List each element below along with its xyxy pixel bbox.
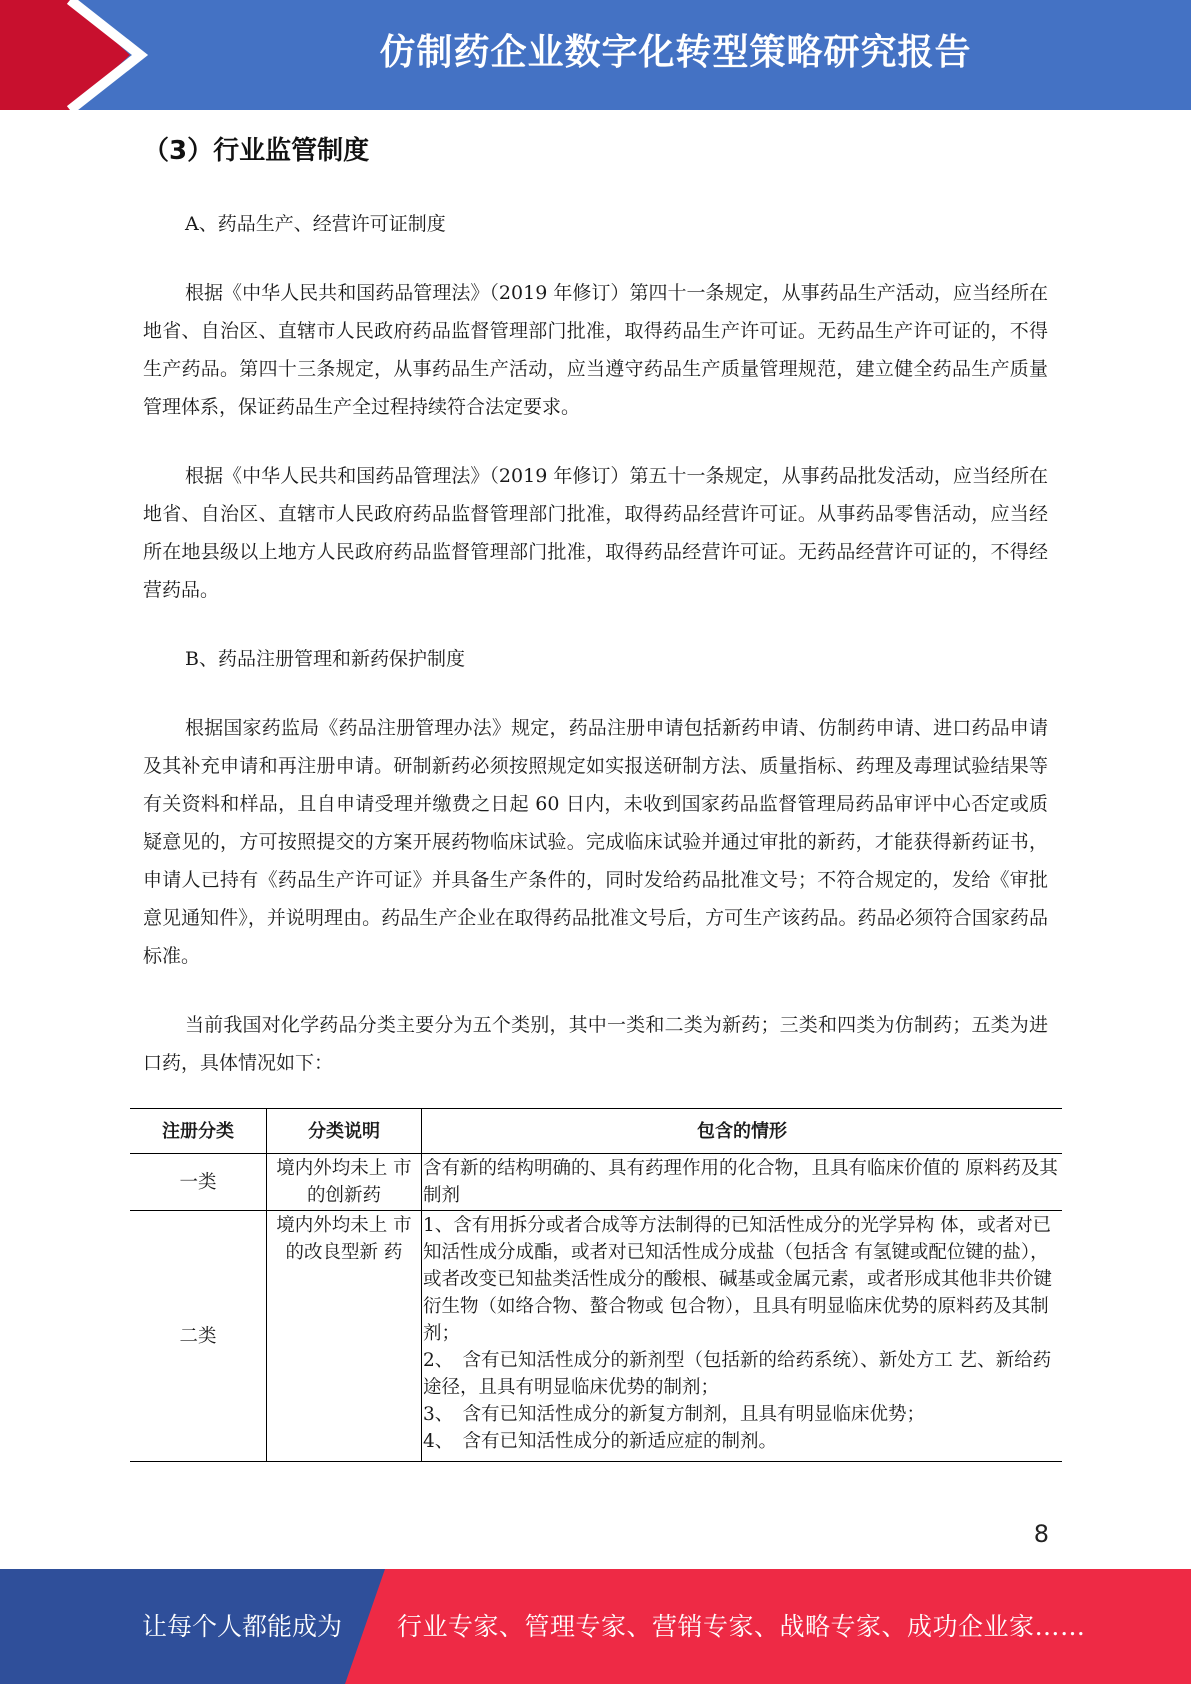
- situations-cell: [422, 1154, 1063, 1211]
- subheading-registration: B、药品注册管理和新药保护制度: [185, 648, 465, 670]
- paragraph-registration: 根据国家药监局《药品注册管理办法》规定，药品注册申请包括新药申请、仿制药申请、进口药品申请及其补充申请和再注册申请。研制新药必须按照规定如实报送研制方法、质量指标、药理及毒理试验结果等有关资料和样品，且自申请受理并缴费之日起 60 日内，未收到国家药品监督管理局药品审评中心否定或质疑意见的，方可按照提交的方案开展药物临床试验。完成临床试验并通过审批的新药，才能获得新药证书，申请人已持有《药品生产许可证》并具备生产条件的，同时发给药品批准文号；不符合规定的，发给《审批意见通知件》，并说明理由。药品生产企业在取得药品批准文号后，方可生产该药品。药品必须符合国家药品标准。: [143, 717, 1048, 967]
- table-row: [130, 1211, 1062, 1462]
- situation-line: 含有新的结构明确的、具有药理作用的化合物，且具有临床价值的 原料药及其制剂: [423, 1158, 1058, 1206]
- situations-cell: [422, 1211, 1063, 1462]
- situation-line: 2、 含有已知活性成分的新剂型（包括新的给药系统）、新处方工 艺、新给药途径，且具有明显临床优势的制剂；: [423, 1350, 1052, 1398]
- drug-classification-table: [130, 1108, 1062, 1462]
- situation-line: 4、 含有已知活性成分的新适应症的制剂。: [423, 1431, 778, 1452]
- section-title: （3）行业监管制度: [143, 136, 370, 166]
- description-cell: 境内外均未上 市的创新药: [267, 1154, 422, 1211]
- description-cell: 境内外均未上 市的改良型新 药: [267, 1211, 422, 1462]
- page-number: 8: [1033, 1520, 1049, 1548]
- header-bar: [0, 0, 1191, 110]
- paragraph-production-license: 根据《中华人民共和国药品管理法》（2019 年修订）第四十一条规定，从事药品生产活动，应当经所在地省、自治区、直辖市人民政府药品监督管理部门批准，取得药品生产许可证。无药品生产许可证的，不得生产药品。第四十三条规定，从事药品生产活动，应当遵守药品生产质量管理规范，建立健全药品生产质量管理体系，保证药品生产全过程持续符合法定要求。: [143, 282, 1048, 418]
- header-classification-description: 分类说明: [267, 1109, 422, 1154]
- report-title: 仿制药企业数字化转型策略研究报告: [379, 32, 972, 73]
- header-included-situations: 包含的情形: [422, 1109, 1063, 1154]
- footer-slogan-right: 行业专家、管理专家、营销专家、战略专家、成功企业家……: [397, 1612, 1086, 1641]
- category-cell: 一类: [130, 1154, 267, 1211]
- subheading-license: A、药品生产、经营许可证制度: [185, 213, 446, 235]
- situation-line: 3、 含有已知活性成分的新复方制剂，且具有明显临床优势；: [423, 1404, 926, 1425]
- footer-slogan-left: 让每个人都能成为: [142, 1612, 343, 1641]
- paragraph-business-license: 根据《中华人民共和国药品管理法》（2019 年修订）第五十一条规定，从事药品批发活动，应当经所在地省、自治区、直辖市人民政府药品监督管理部门批准，取得药品经营许可证。从事药品零售活动，应当经所在地县级以上地方人民政府药品监督管理部门批准，取得药品经营许可证。无药品经营许可证的，不得经营药品。: [143, 465, 1048, 601]
- table-header-row: [130, 1109, 1062, 1154]
- paragraph-classification: 当前我国对化学药品分类主要分为五个类别，其中一类和二类为新药；三类和四类为仿制药；五类为进口药，具体情况如下：: [143, 1014, 1048, 1074]
- header-registration-category: 注册分类: [130, 1109, 267, 1154]
- category-cell: 二类: [130, 1211, 267, 1462]
- header-arrow-accent: [0, 0, 150, 110]
- situation-line: 1、含有用拆分或者合成等方法制得的已知活性成分的光学异构 体，或者对已知活性成分成酯，或者对已知活性成分成盐（包括含 有氢键或配位键的盐），或者改变已知盐类活性成分的酸根、碱基或金属元素，或者形成其他非共价键衍生物（如络合物、螯合物或 包合物），且具有明显临床优势的原料药及其制剂；: [423, 1215, 1053, 1344]
- table-row: [130, 1154, 1062, 1211]
